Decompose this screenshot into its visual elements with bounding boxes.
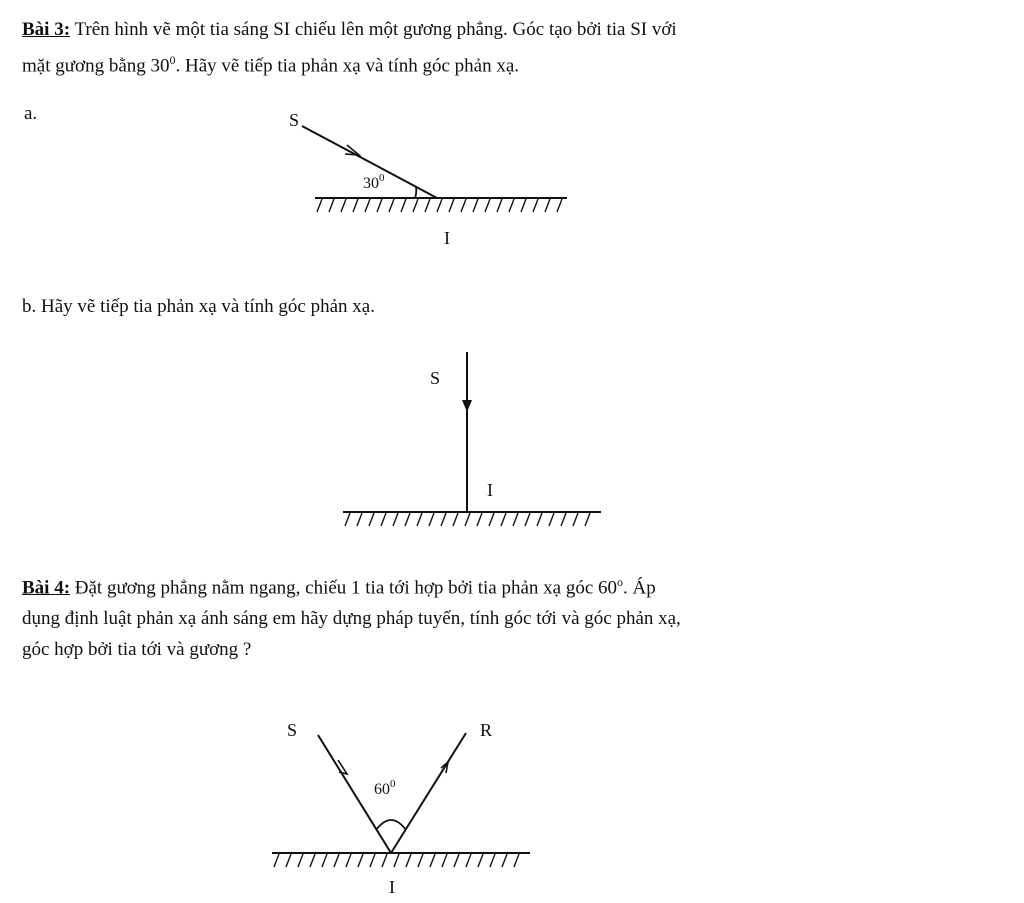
point-i-bai4: I [389,877,395,897]
angle-arc-bai4 [376,820,406,830]
angle-label-bai4 [374,778,396,798]
part-b-label: b. Hãy vẽ tiếp tia phản xạ và tính góc phản xạ. [22,296,375,317]
angle-label-a [363,172,385,192]
bai4-line1-pre: Đặt gương phẳng nằm ngang, chiếu 1 tia tới hợp bởi tia phản xạ góc 60 [70,577,618,599]
figure-a [289,110,567,248]
point-s-bai4: S [287,720,298,740]
bai4-degree-sup: o [617,575,624,589]
part-a-label: a. [24,103,38,124]
mirror-bai4-hatch [274,854,519,867]
incident-ray-bai4-arrow [338,760,347,774]
angle-value-bai4: 60 [374,781,390,798]
mirror-b-hatch [345,513,590,526]
point-i-b: I [487,480,493,500]
bai4-heading: Bài 4: [22,577,71,599]
point-s-a: S [289,110,300,130]
incident-ray-b-arrow [462,400,472,412]
angle-value-a: 30 [363,175,379,192]
bai4-line1-post: . Áp [623,577,656,599]
bai3-line2-pre: mặt gương bằng 30 [22,55,170,77]
point-r-bai4: R [480,720,493,740]
bai4-line2: dụng định luật phản xạ ánh sáng em hãy dựng pháp tuyến, tính góc tới và góc phản xạ, [22,608,681,630]
point-i-a: I [444,228,450,248]
bai4-line3: góc hợp bởi tia tới và gương ? [22,639,252,661]
figure-b [343,352,601,526]
point-s-b: S [430,368,441,388]
angle-degree-a: 0 [379,172,385,184]
reflected-ray-bai4 [391,733,466,853]
figure-bai4 [272,720,530,897]
angle-degree-bai4: 0 [390,778,396,790]
bai3-degree-sup: 0 [169,53,176,67]
angle-arc-a [415,187,416,198]
bai3-heading: Bài 3: [22,19,71,40]
bai3-line1: Trên hình vẽ một tia sáng SI chiếu lên một gương phẳng. Góc tạo bởi tia SI với [70,19,677,40]
mirror-a-hatch [317,199,562,212]
bai3-line2-post: . Hãy vẽ tiếp tia phản xạ và tính góc phản xạ. [175,55,520,77]
